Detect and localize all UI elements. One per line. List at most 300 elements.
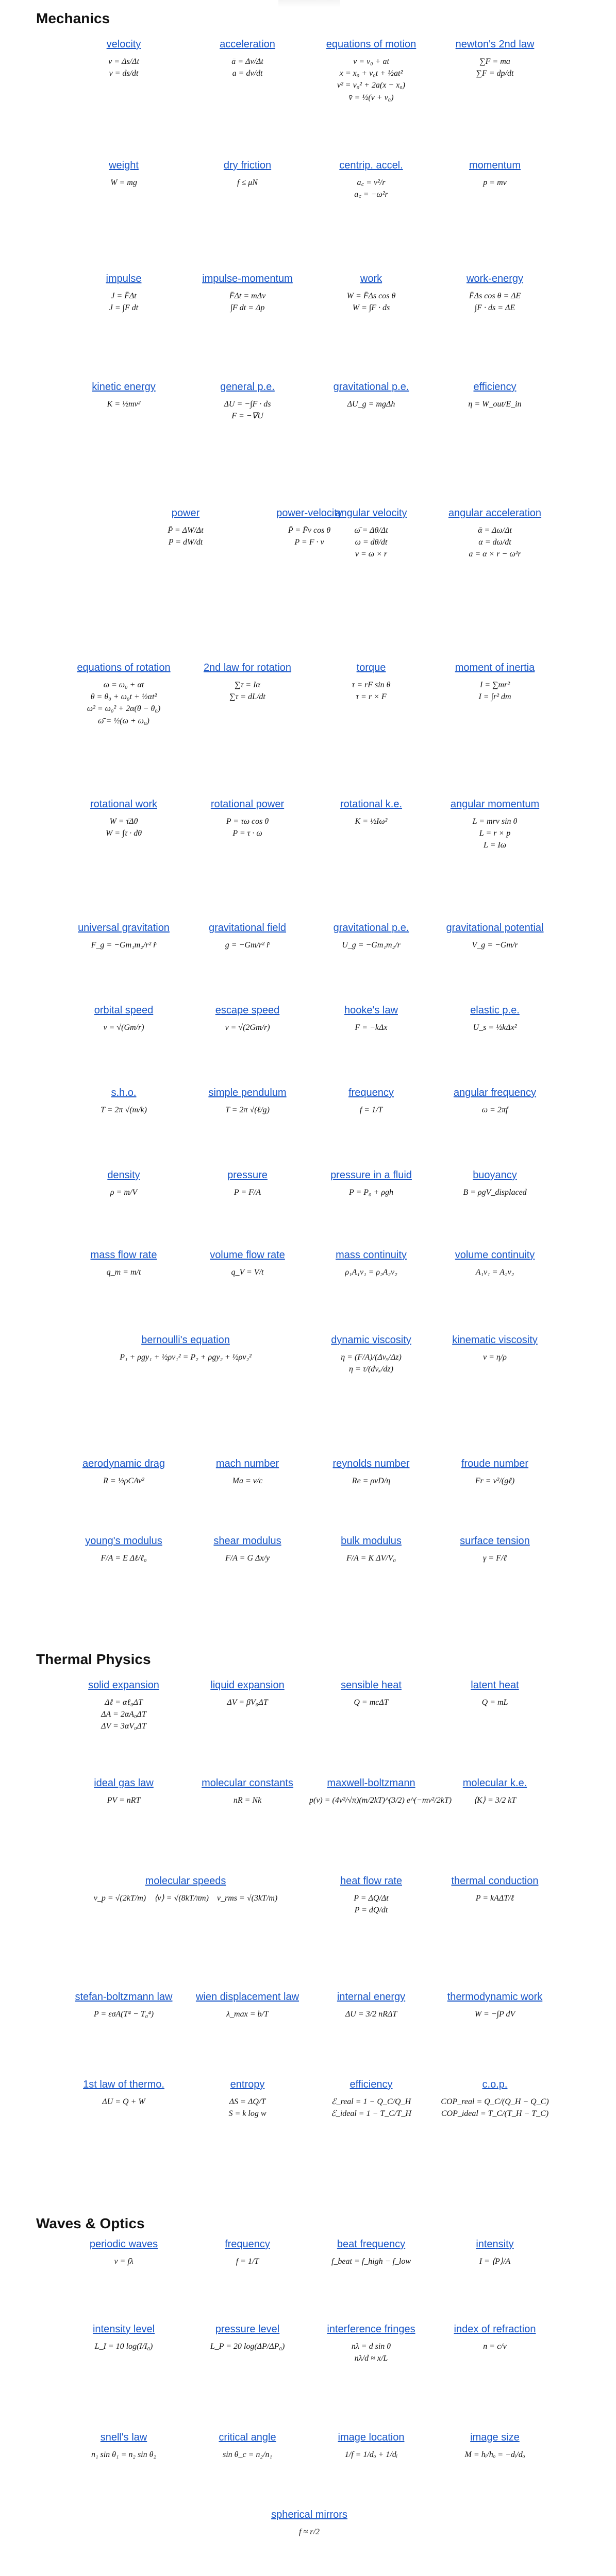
equation: nR = Nk (233, 1796, 262, 1805)
equation: p(v) = (4v²/√π)(m/2kT)^(3/2) e^(−mv²/2kT) (309, 1796, 452, 1805)
formula-card (62, 1680, 186, 1733)
equation: U_g = −Gm₁m₂/r (342, 941, 401, 950)
equation: ∑τ = dL/dt (229, 692, 265, 702)
formula-link[interactable]: centrip. accel. (339, 160, 403, 171)
equation: x = x₀ + v₀t + ½at² (339, 69, 403, 78)
equation: ω = ω₀ + αt (103, 681, 144, 689)
equation: ℰ_ideal = 1 − T_C/T_H (331, 2109, 411, 2119)
formula-card (62, 1087, 186, 1116)
equation: Ma = v/c (232, 1477, 263, 1485)
equation: J = ∫F dt (109, 303, 139, 313)
formula-link[interactable]: intensity (476, 2239, 514, 2250)
formula-card (309, 1777, 452, 1806)
equation: q_m = m/t (106, 1268, 141, 1277)
formula-card (186, 922, 309, 951)
formula-card (433, 160, 557, 189)
equation: W = mg (110, 178, 137, 187)
formula-card (309, 273, 433, 314)
formula-link[interactable]: momentum (469, 160, 521, 171)
formula-card (62, 799, 186, 839)
formula-link[interactable]: shear modulus (213, 1535, 281, 1547)
equation: P = F/A (234, 1188, 261, 1197)
formula-link[interactable]: aerodynamic drag (82, 1458, 165, 1469)
equation: τ = rF sin θ (352, 681, 391, 689)
equation: ∫F dt = Δp (230, 303, 265, 313)
equation: a = dv/dt (232, 69, 263, 78)
formula-card (186, 2432, 309, 2461)
formula-card (62, 273, 186, 314)
equation: ω = dθ/dt (355, 538, 388, 547)
equation: g = −Gm/r² r̂ (225, 941, 270, 950)
formula-card (309, 1249, 433, 1278)
formula-card (309, 1875, 433, 1916)
formula-link[interactable]: internal energy (337, 1991, 406, 2003)
formula-card (62, 381, 186, 410)
formula-card (62, 1005, 186, 1033)
equation: Fr = v²/(gℓ) (475, 1477, 515, 1485)
formula-link[interactable]: gravitational potential (446, 922, 544, 934)
formula-link[interactable]: simple pendulum (208, 1087, 287, 1098)
formula-card (433, 1991, 557, 2020)
equation: ∑τ = Iα (235, 681, 260, 689)
formula-card (309, 1334, 433, 1375)
formula-card (62, 1875, 309, 1904)
equation: K = ½mv² (107, 400, 141, 409)
formula-card (433, 507, 557, 561)
formula-card (309, 662, 433, 703)
equation: P = P₀ + ρgh (348, 1188, 394, 1197)
formula-card (186, 1170, 309, 1198)
equation: F/A = E Δℓ/ℓ₀ (101, 1554, 147, 1563)
formula-link[interactable]: gravitational field (208, 922, 287, 934)
formula-card (62, 662, 186, 727)
formula-link[interactable]: entropy (230, 2079, 265, 2090)
equation: v = ds/dt (109, 69, 139, 78)
formula-link[interactable]: density (107, 1170, 140, 1181)
formula-link[interactable]: latent heat (471, 1680, 519, 1691)
formula-link[interactable]: mass flow rate (90, 1249, 157, 1261)
formula-link[interactable]: impulse-momentum (202, 273, 293, 284)
formula-link[interactable]: ideal gas law (94, 1777, 154, 1789)
equation: P = dQ/dt (354, 1906, 388, 1915)
formula-link[interactable]: torque (356, 662, 386, 673)
equation: I = ∑mr² (479, 681, 510, 689)
equation: F = −kΔx (355, 1023, 388, 1032)
formula-link[interactable]: escape speed (215, 1005, 280, 1016)
formula-card (433, 2324, 557, 2352)
formula-link[interactable]: reynolds number (332, 1458, 410, 1469)
formula-card (309, 1170, 433, 1198)
equation: PV = nRT (107, 1796, 141, 1805)
equation: ν = η/ρ (483, 1353, 507, 1362)
formula-link[interactable]: angular velocity (335, 507, 407, 519)
formula-link[interactable]: thermodynamic work (447, 1991, 543, 2003)
formula-card (62, 160, 186, 189)
equation: ∑F = ma (479, 57, 510, 66)
equation: P̄ = F̄v cos θ (288, 526, 331, 535)
formula-card (62, 2432, 186, 2461)
formula-link[interactable]: periodic waves (89, 2239, 158, 2250)
formula-card (309, 1680, 433, 1708)
section-title: Mechanics (36, 10, 110, 26)
formula-card (62, 922, 186, 951)
equation: ω = 2πf (481, 1106, 508, 1114)
formula-card (433, 2432, 557, 2461)
formula-card (186, 1777, 309, 1806)
formula-link[interactable]: impulse (106, 273, 142, 284)
equation: η = (F/A)/(Δvₓ/Δz) (341, 1353, 402, 1362)
formula-link[interactable]: s.h.o. (111, 1087, 137, 1098)
formula-link[interactable]: general p.e. (220, 381, 275, 393)
formula-link[interactable]: angular acceleration (448, 507, 542, 519)
equation: f = 1/T (359, 1106, 383, 1114)
formula-card (186, 273, 309, 314)
formula-link[interactable]: pressure (227, 1170, 268, 1181)
formula-link[interactable]: efficiency (349, 2079, 393, 2090)
equation: ω² = ω₀² + 2α(θ − θ₀) (87, 704, 161, 714)
formula-link[interactable]: gravitational p.e. (333, 922, 409, 934)
formula-card (309, 507, 433, 561)
equation: n₁ sin θ₁ = n₂ sin θ₂ (91, 2450, 157, 2459)
formula-link[interactable]: moment of inertia (455, 662, 535, 673)
formula-card (186, 39, 309, 79)
formula-link[interactable]: molecular speeds (145, 1875, 226, 1887)
formula-link[interactable]: mach number (215, 1458, 279, 1469)
equation: f ≈ r/2 (299, 2528, 320, 2536)
equation: W = τ̄Δθ (109, 817, 138, 826)
equation: ℰ_real = 1 − Q_C/Q_H (331, 2097, 411, 2106)
formula-card (62, 1777, 186, 1806)
equation: S = k log w (228, 2109, 267, 2119)
formula-link[interactable]: elastic p.e. (470, 1005, 520, 1016)
formula-link[interactable]: rotational work (90, 799, 158, 810)
formula-link[interactable]: work-energy (466, 273, 524, 284)
formula-link[interactable]: dynamic viscosity (331, 1334, 411, 1346)
equation: a꜀ = −ω²r (354, 190, 388, 199)
formula-link[interactable]: velocity (106, 39, 141, 50)
formula-card (433, 1680, 557, 1708)
equation: f ≤ μN (237, 178, 258, 187)
formula-link[interactable]: pressure in a fluid (330, 1170, 412, 1181)
formula-link[interactable]: 1st law of thermo. (83, 2079, 164, 2090)
formula-card (309, 1991, 433, 2020)
formula-card (309, 1535, 433, 1564)
formula-card (433, 1458, 557, 1487)
formula-link[interactable]: molecular k.e. (462, 1777, 527, 1789)
equation: ∫F · ds = ΔE (474, 303, 515, 313)
formula-link[interactable]: froude number (461, 1458, 529, 1469)
formula-card (309, 381, 433, 410)
formula-card (433, 922, 557, 951)
formula-link[interactable]: volume continuity (455, 1249, 535, 1261)
equation: θ = θ₀ + ω₀t + ½αt² (90, 692, 157, 702)
formula-card (62, 2324, 186, 2352)
formula-link[interactable]: mass continuity (336, 1249, 407, 1261)
formula-link[interactable]: spherical mirrors (271, 2509, 347, 2520)
formula-link[interactable]: equations of rotation (77, 662, 171, 673)
equation: F/A = G Δx/y (225, 1554, 270, 1563)
formula-link[interactable]: liquid expansion (210, 1680, 285, 1691)
equation: γ = F/ℓ (483, 1554, 507, 1563)
formula-card (62, 1170, 186, 1198)
formula-card (186, 2079, 309, 2120)
formula-card (433, 273, 557, 314)
equation: f = 1/T (236, 2257, 259, 2266)
formula-card (309, 2432, 433, 2461)
formula-card (62, 1249, 186, 1278)
equation: F_g = −Gm₁m₂/r² r̂ (91, 941, 157, 950)
formula-card (62, 1991, 186, 2020)
formula-card (62, 2079, 186, 2108)
formula-link[interactable]: universal gravitation (78, 922, 170, 934)
formula-link[interactable]: molecular constants (202, 1777, 293, 1789)
formula-card (186, 799, 309, 839)
equation: v̄ = ½(v + v₀) (348, 93, 394, 102)
equation: α = dω/dt (478, 538, 511, 547)
equation: P = dW/dt (168, 538, 203, 547)
formula-card (309, 1087, 433, 1116)
formula-card (186, 1680, 309, 1708)
equation: a꜀ = v²/r (357, 178, 386, 187)
formula-card (433, 2239, 557, 2267)
formula-card (186, 1991, 309, 2020)
equation: W = ∫τ · dθ (105, 829, 142, 838)
equation: COP_ideal = T_C/(T_H − T_C) (441, 2109, 549, 2119)
formula-link[interactable]: solid expansion (88, 1680, 159, 1691)
formula-card (186, 2324, 309, 2352)
equation: I = ∫r² dm (478, 692, 511, 702)
equation: L = Iω (483, 841, 507, 850)
equation: 1/f = 1/dₒ + 1/dᵢ (344, 2450, 398, 2459)
equation: η = τ/(dvₓ/dz) (349, 1365, 393, 1374)
equation: W = −∫P dV (474, 2010, 515, 2019)
formula-card (186, 2239, 309, 2267)
formula-card (433, 2079, 557, 2120)
equation: K = ½Iω² (355, 817, 388, 826)
formula-card (186, 1005, 309, 1033)
equation: nλ/d ≈ x/L (354, 2354, 388, 2363)
formula-link[interactable]: interference fringes (327, 2324, 415, 2335)
formula-link[interactable]: rotational k.e. (340, 799, 403, 810)
formula-link[interactable]: image size (470, 2432, 520, 2443)
formula-card (433, 1249, 557, 1278)
equation: T = 2π √(ℓ/g) (225, 1106, 270, 1114)
formula-link[interactable]: kinetic energy (92, 381, 156, 393)
formula-card (62, 39, 186, 79)
formula-link[interactable]: maxwell-boltzmann (327, 1777, 415, 1789)
equation: Q = mcΔT (354, 1698, 389, 1707)
equation: ΔV = βV₀ΔT (227, 1698, 268, 1707)
formula-card (186, 1458, 309, 1487)
formula-link[interactable]: sensible heat (341, 1680, 402, 1691)
equation: J = F̄Δt (111, 292, 137, 300)
formula-link[interactable]: surface tension (460, 1535, 530, 1547)
formula-link[interactable]: newton's 2nd law (455, 39, 535, 50)
formula-link[interactable]: angular momentum (450, 799, 540, 810)
equation: U_s = ½kΔx² (473, 1023, 517, 1032)
formula-link[interactable]: frequency (225, 2239, 270, 2250)
formula-link[interactable]: heat flow rate (340, 1875, 403, 1887)
formula-card (309, 2324, 433, 2364)
equation: L_I = 10 log(I/I₀) (94, 2342, 153, 2351)
formula-link[interactable]: image location (338, 2432, 405, 2443)
equation: L = r × p (479, 829, 511, 838)
tab-strip-fade (278, 0, 340, 7)
equation: v_p = √(2kT/m) ⟨v⟩ = √(8kT/πm) v_rms = √(3kT/m) (93, 1894, 278, 1903)
formula-card (433, 1535, 557, 1564)
equation: v² = v₀² + 2a(x − x₀) (337, 81, 406, 90)
formula-card (62, 1535, 186, 1564)
equation: τ = r × F (356, 692, 387, 702)
equation: ∑F = dp/dt (476, 69, 514, 78)
equation: Re = ρvD/η (352, 1477, 391, 1485)
equation: v = fλ (114, 2257, 134, 2266)
equation: q_V = V/t (231, 1268, 264, 1277)
equation: M = hᵢ/hₒ = −dᵢ/dₒ (464, 2450, 525, 2459)
formula-card (433, 1087, 557, 1116)
formula-link[interactable]: intensity level (92, 2324, 155, 2335)
formula-card (186, 2509, 433, 2538)
equation: P = kAΔT/ℓ (475, 1894, 514, 1903)
formula-link[interactable]: frequency (348, 1087, 394, 1098)
equation: ΔS = ΔQ/T (229, 2097, 266, 2106)
formula-card (186, 662, 309, 703)
formula-link[interactable]: buoyancy (473, 1170, 517, 1181)
formula-link[interactable]: beat frequency (337, 2239, 406, 2250)
formula-link[interactable]: 2nd law for rotation (203, 662, 292, 673)
formula-card (433, 1777, 557, 1806)
equation: ⟨K⟩ = 3/2 kT (473, 1796, 517, 1805)
equation: T = 2π √(m/k) (101, 1106, 147, 1114)
equation: P₁ + ρgy₁ + ½ρv₁² = P₂ + ρgy₂ + ½ρv₂² (120, 1353, 252, 1362)
formula-link[interactable]: c.o.p. (482, 2079, 508, 2090)
formula-card (186, 1087, 309, 1116)
formula-link[interactable]: equations of motion (326, 39, 417, 50)
formula-card (62, 1334, 309, 1363)
formula-card (309, 160, 433, 200)
formula-link[interactable]: power (171, 507, 200, 519)
equation: v = v₀ + at (353, 57, 389, 66)
formula-card (309, 39, 433, 104)
equation: ΔU = 3/2 nRΔT (345, 2010, 397, 2019)
equation: P̄ = ΔW/Δt (168, 526, 204, 535)
section-title: Thermal Physics (36, 1651, 151, 1667)
formula-card (186, 1249, 309, 1278)
equation: ρ₁A₁v₁ = ρ₂A₂v₂ (345, 1268, 397, 1277)
equation: λ_max = b/T (226, 2010, 269, 2019)
equation: ΔU_g = mgΔh (347, 400, 395, 409)
equation: R = ½ρCAv² (103, 1477, 144, 1485)
formula-card (309, 799, 433, 827)
equation: P = τ · ω (232, 829, 262, 838)
formula-link[interactable]: snell's law (100, 2432, 147, 2443)
equation: ΔU = Q + W (102, 2097, 145, 2106)
formula-link[interactable]: kinematic viscosity (452, 1334, 538, 1346)
formula-link[interactable]: dry friction (223, 160, 272, 171)
formula-card (309, 1005, 433, 1033)
formula-card (309, 2239, 433, 2267)
equation: v = √(Gm/r) (103, 1023, 144, 1032)
formula-link[interactable]: young's modulus (85, 1535, 162, 1547)
equation: W = F̄Δs cos θ (346, 292, 396, 300)
equation: ᾱ = Δω/Δt (478, 526, 512, 535)
formula-link[interactable]: wien displacement law (195, 1991, 299, 2003)
equation: Q = mL (481, 1698, 508, 1707)
formula-link[interactable]: orbital speed (94, 1005, 154, 1016)
equation: P = F · v (294, 538, 324, 547)
equation: η = W_out/E_in (468, 400, 522, 409)
formula-card (433, 799, 557, 852)
equation: L = mrv sin θ (472, 817, 518, 826)
equation: V_g = −Gm/r (472, 941, 518, 950)
equation: ā = Δv/Δt (231, 57, 263, 66)
formula-card (62, 1458, 186, 1487)
equation: L_P = 20 log(ΔP/ΔP₀) (210, 2342, 285, 2351)
formula-link[interactable]: acceleration (220, 39, 275, 50)
formula-link[interactable]: index of refraction (454, 2324, 536, 2335)
equation: ρ = m/V (110, 1188, 138, 1197)
formula-link[interactable]: weight (109, 160, 139, 171)
formula-link[interactable]: stefan-boltzmann law (75, 1991, 173, 2003)
equation: ΔA = 2αA₀ΔT (101, 1710, 146, 1719)
equation: F/A = K ΔV/V₀ (346, 1554, 396, 1563)
equation: ω̄ = Δθ/Δt (354, 526, 388, 535)
equation: F = −∇U (231, 412, 263, 421)
formula-card (433, 39, 557, 79)
formula-link[interactable]: efficiency (473, 381, 517, 393)
formula-link[interactable]: bulk modulus (341, 1535, 402, 1547)
equation: F̄Δt = mΔv (229, 292, 266, 300)
formula-link[interactable]: power-velocity (276, 507, 342, 519)
equation: P = τω cos θ (226, 817, 269, 826)
equation: ΔU = −∫F · ds (224, 400, 271, 409)
equation: n = c/v (483, 2342, 507, 2351)
equation: P = εσA(T⁴ − T₀⁴) (93, 2010, 154, 2019)
formula-link[interactable]: pressure level (215, 2324, 280, 2335)
equation: v = ω × r (355, 550, 388, 559)
formula-card (433, 1875, 557, 1904)
equation: A₁v₁ = A₂v₂ (475, 1268, 514, 1277)
equation: v = Δs/Δt (108, 57, 139, 66)
formula-card (433, 1334, 557, 1363)
formula-card (62, 2239, 186, 2267)
formula-card (433, 1005, 557, 1033)
equation: p = mv (483, 178, 507, 187)
formula-link[interactable]: bernoulli's equation (141, 1334, 230, 1346)
formula-link[interactable]: thermal conduction (451, 1875, 539, 1887)
equation: W = ∫F · ds (352, 303, 390, 313)
equation: f_beat = f_high − f_low (331, 2257, 411, 2266)
equation: I = ⟨P⟩/A (479, 2257, 511, 2266)
equation: v = √(2Gm/r) (225, 1023, 270, 1032)
section-title: Waves & Optics (36, 2215, 145, 2231)
formula-link[interactable]: critical angle (219, 2432, 276, 2443)
formula-card (309, 1458, 433, 1487)
equation: F̄Δs cos θ = ΔE (469, 292, 521, 300)
formula-link[interactable]: hooke's law (344, 1005, 398, 1016)
equation: ω̄ = ½(ω + ω₀) (98, 716, 149, 725)
equation: nλ = d sin θ (351, 2342, 391, 2351)
formula-link[interactable]: volume flow rate (210, 1249, 285, 1261)
formula-link[interactable]: angular frequency (453, 1087, 537, 1098)
formula-link[interactable]: work (360, 273, 382, 284)
formula-link[interactable]: rotational power (210, 799, 285, 810)
equation: B = ρgV_displaced (463, 1188, 527, 1197)
equation: ΔV = 3αV₀ΔT (101, 1722, 146, 1731)
formula-link[interactable]: gravitational p.e. (333, 381, 409, 393)
formula-card (186, 1535, 309, 1564)
formula-card (433, 381, 557, 410)
